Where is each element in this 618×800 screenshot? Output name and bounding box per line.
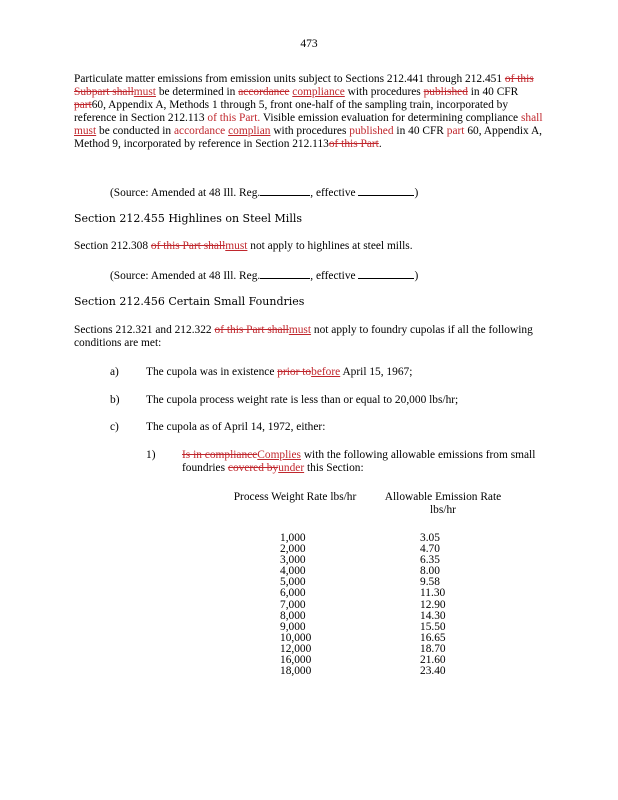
- process-weight-cell: 6,000: [280, 587, 306, 600]
- emission-rate-cell: 3.05: [420, 532, 440, 544]
- column-header-allowable-emission: [378, 491, 508, 517]
- inserted-text: published: [349, 125, 394, 137]
- inserted-text: before: [311, 366, 341, 378]
- item-c-text: The cupola as of April 14, 1972, either:: [146, 421, 326, 433]
- process-weight-cell: 3,000: [280, 554, 306, 567]
- emission-rate-cell: 9.58: [420, 576, 440, 589]
- source-text: (Source: Amended at 48 Ill. Reg.: [110, 187, 261, 199]
- inserted-text: Complies: [257, 449, 301, 461]
- text-segment: Sections 212.321 and 212.322: [74, 324, 212, 336]
- highlines-paragraph: [74, 240, 544, 253]
- process-weight-cell: 1,000: [280, 532, 306, 544]
- emission-rate-cell: 14.30: [420, 609, 446, 622]
- text-segment: with the following allowable emissions from small foundries: [182, 449, 536, 474]
- text-segment: April 15, 1967;: [342, 366, 413, 378]
- emission-rate-cell: 21.60: [420, 654, 446, 667]
- item-label: a): [110, 366, 119, 378]
- blank-line: [260, 185, 310, 196]
- section-heading: Section 212.456 Certain Small Foundries: [74, 295, 305, 308]
- header-line: lbs/hr: [430, 504, 456, 516]
- deleted-text: of this Part: [328, 138, 379, 150]
- particulate-matter-paragraph: [74, 73, 544, 151]
- text-segment: be determined in: [158, 86, 236, 98]
- process-weight-cell: 5,000: [280, 576, 306, 589]
- process-weight-cell: 8,000: [280, 609, 306, 622]
- emission-rate-cell: 4.70: [420, 543, 440, 556]
- text-segment: be conducted in: [99, 125, 172, 137]
- process-weight-cell: 10,000: [280, 631, 312, 644]
- text-segment: 60, Appendix A, Methods 1 through 5, front one-half of the sampling train, incorporated by reference in Section 212.113: [74, 99, 509, 124]
- deleted-text: prior to: [277, 366, 312, 378]
- text-segment: not apply to foundry cupolas if all the following conditions are met:: [74, 324, 533, 349]
- inserted-text: must: [225, 240, 248, 252]
- text-segment: this Section:: [306, 462, 364, 474]
- blank-line: [358, 268, 414, 279]
- inserted-text: must: [133, 86, 156, 98]
- header-line: Allowable Emission Rate: [384, 491, 502, 503]
- emission-rate-cell: 16.65: [420, 631, 446, 644]
- source-text: (Source: Amended at 48 Ill. Reg.: [110, 270, 261, 282]
- text-segment: The cupola was in existence: [146, 366, 275, 378]
- emission-rate-cell: 11.30: [420, 587, 446, 600]
- column-header-process-weight: Process Weight Rate lbs/hr: [233, 491, 357, 503]
- process-weight-cell: 2,000: [280, 543, 306, 556]
- item-b-text: The cupola process weight rate is less than or equal to 20,000 lbs/hr;: [146, 394, 459, 406]
- inserted-text: must: [74, 125, 97, 137]
- process-weight-cell: 9,000: [280, 620, 306, 633]
- source-text: , effective: [310, 187, 356, 199]
- inserted-text: complian: [228, 125, 271, 137]
- process-weight-cell: 16,000: [280, 654, 312, 667]
- text-segment: Particulate matter emissions from emission units subject to Sections 212.441 through 212.451: [74, 73, 503, 85]
- process-weight-cell: 18,000: [280, 665, 312, 678]
- text-segment: in 40 CFR: [470, 86, 519, 98]
- page-number: 473: [300, 38, 318, 50]
- text-segment: not apply to highlines at steel mills.: [250, 240, 413, 252]
- source-text: ): [414, 270, 419, 282]
- deleted-text: of this Part shall: [214, 324, 289, 336]
- process-weight-cell: 4,000: [280, 565, 306, 578]
- emission-rate-cell: 18.70: [420, 642, 446, 655]
- blank-line: [260, 268, 310, 279]
- emission-rate-cell: 6.35: [420, 554, 440, 567]
- source-text: , effective: [310, 270, 356, 282]
- item-label: c): [110, 421, 119, 433]
- process-weight-cell: 12,000: [280, 642, 312, 655]
- inserted-text: part: [446, 125, 465, 137]
- inserted-text: shall: [520, 112, 543, 124]
- deleted-text: accordance: [238, 86, 290, 98]
- inserted-text: under: [278, 462, 305, 474]
- emission-rate-column: [420, 533, 446, 677]
- emission-rate-cell: 15.50: [420, 620, 446, 633]
- deleted-text: of this Subpart shall: [74, 73, 534, 98]
- inserted-text: of this Part.: [207, 112, 261, 124]
- text-segment: with procedures: [273, 125, 347, 137]
- inserted-text: compliance: [292, 86, 345, 98]
- text-segment: .: [378, 138, 382, 150]
- text-segment: 60, Appendix A, Method 9, incorporated by reference in Section 212.113: [74, 125, 543, 150]
- text-segment: in 40 CFR: [396, 125, 444, 137]
- subitem-label: 1): [146, 449, 156, 461]
- emission-rate-cell: 12.90: [420, 598, 446, 611]
- source-note: [110, 185, 418, 200]
- blank-line: [358, 185, 414, 196]
- deleted-text: part: [74, 99, 92, 111]
- inserted-text: must: [288, 324, 312, 336]
- deleted-text: covered by: [227, 462, 279, 474]
- text-segment: Visible emission evaluation for determining compliance: [262, 112, 519, 124]
- deleted-text: Is in compliance: [182, 449, 258, 461]
- process-weight-cell: 7,000: [280, 598, 306, 611]
- text-segment: with procedures: [347, 86, 421, 98]
- text-segment: Section 212.308: [74, 240, 149, 252]
- subitem-1-text: [182, 449, 542, 475]
- deleted-text: of this Part shall: [150, 240, 226, 252]
- item-a-text: [146, 366, 546, 379]
- deleted-text: published: [423, 86, 468, 98]
- foundries-paragraph: [74, 324, 544, 350]
- inserted-text: accordance: [174, 125, 226, 137]
- emission-rate-cell: 8.00: [420, 565, 440, 578]
- item-label: b): [110, 394, 120, 406]
- source-note: [110, 268, 418, 283]
- emission-rate-cell: 23.40: [420, 665, 446, 678]
- source-text: ): [414, 187, 419, 199]
- process-weight-column: [280, 533, 311, 677]
- section-heading: Section 212.455 Highlines on Steel Mills: [74, 212, 302, 225]
